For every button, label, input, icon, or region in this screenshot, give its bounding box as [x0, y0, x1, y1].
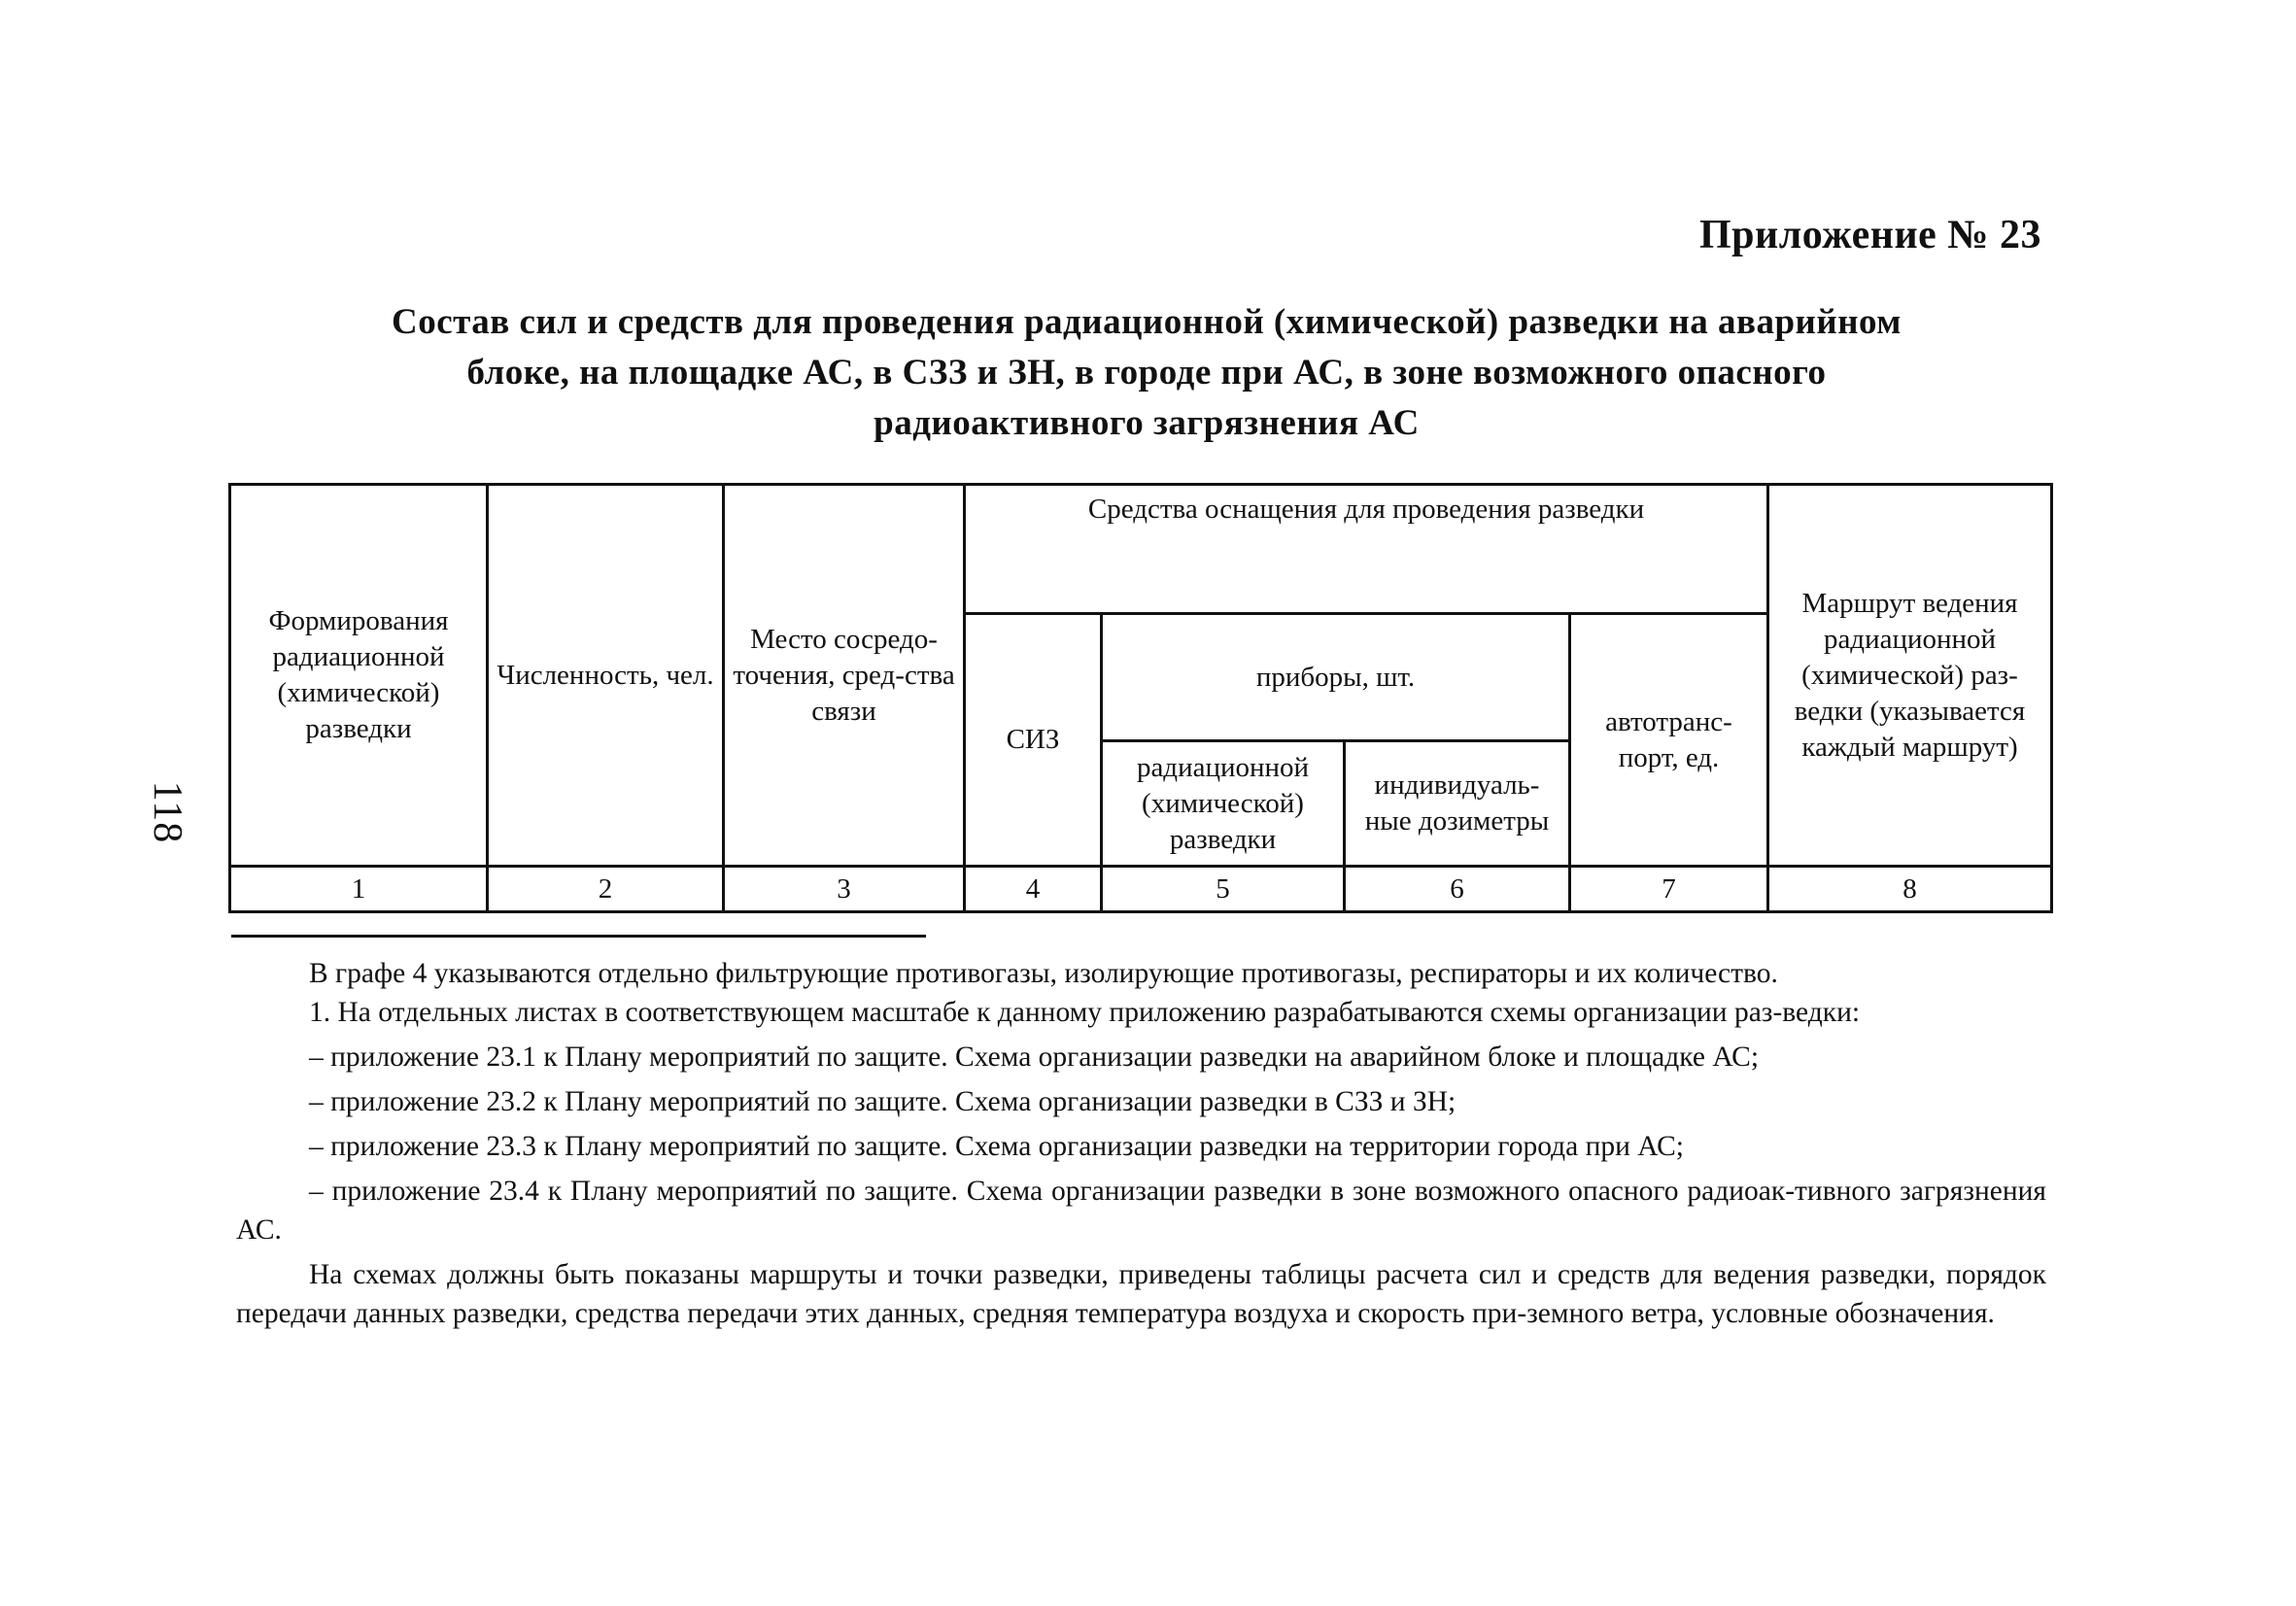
- column-number: 8: [1768, 867, 2052, 912]
- forces-means-table: [228, 483, 2053, 913]
- document-title: [233, 297, 2060, 449]
- page-number: 118: [145, 780, 190, 844]
- note-list-item: – приложение 23.4 к Плану мероприятий по защите. Схема организации разведки в зоне возможного опасного радиоак-тивного загрязнения АС.: [236, 1176, 2046, 1246]
- column-number: 2: [488, 867, 724, 912]
- document-title-line: радиоактивного загрязнения АС: [874, 403, 1420, 443]
- document-title-line: блоке, на площадке АС, в СЗЗ и ЗН, в городе при АС, в зоне возможного опасного: [466, 353, 1827, 393]
- header-transport: автотранс-порт, ед.: [1570, 614, 1768, 867]
- note-paragraph: 1. На отдельных листах в соответствующем масштабе к данному приложению разрабатываются схемы организации раз-ведки:: [309, 997, 1861, 1028]
- footnote-divider: [231, 935, 926, 938]
- appendix-label: Приложение № 23: [1698, 213, 2041, 257]
- header-headcount: Численность, чел.: [488, 485, 724, 867]
- column-number: 4: [965, 867, 1102, 912]
- note-paragraph: В графе 4 указываются отдельно фильтрующие противогазы, изолирующие противогазы, респираторы и их количество.: [309, 958, 1778, 989]
- document-title-line: Состав сил и средств для проведения радиационной (химической) разведки на аварийном: [391, 302, 1902, 342]
- header-location: Место сосредо-точения, сред-ства связи: [724, 485, 965, 867]
- column-number: 5: [1102, 867, 1345, 912]
- header-equipment-group: Средства оснащения для проведения разведки: [965, 485, 1768, 614]
- column-number: 6: [1345, 867, 1570, 912]
- note-list-item: – приложение 23.2 к Плану мероприятий по защите. Схема организации разведки в СЗЗ и ЗН;: [309, 1086, 1456, 1117]
- header-instr-dosimeters: индивидуаль-ные дозиметры: [1345, 741, 1570, 867]
- note-list-item: – приложение 23.3 к Плану мероприятий по защите. Схема организации разведки на территории города при АС;: [309, 1131, 1685, 1162]
- header-route: Маршрут ведения радиационной (химической) раз-ведки (указывается каждый маршрут): [1768, 485, 2052, 867]
- column-number: 3: [724, 867, 965, 912]
- notes-section: [236, 954, 2046, 1333]
- header-instr-radiation: радиационной (химической) разведки: [1102, 741, 1345, 867]
- column-number: 1: [230, 867, 488, 912]
- header-formations: Формирования радиационной (химической) разведки: [230, 485, 488, 867]
- header-instruments: приборы, шт.: [1102, 614, 1570, 741]
- column-number: 7: [1570, 867, 1768, 912]
- header-siz: СИЗ: [965, 614, 1102, 867]
- note-list-item: – приложение 23.1 к Плану мероприятий по защите. Схема организации разведки на аварийном блоке и площадке АС;: [309, 1042, 1760, 1073]
- note-paragraph: На схемах должны быть показаны маршруты и точки разведки, приведены таблицы расчета сил и средств для ведения разведки, порядок передачи данных разведки, средства передачи этих данных, средняя температура воздуха и скорость при-земного ветра, условные обозначения.: [236, 1259, 2046, 1329]
